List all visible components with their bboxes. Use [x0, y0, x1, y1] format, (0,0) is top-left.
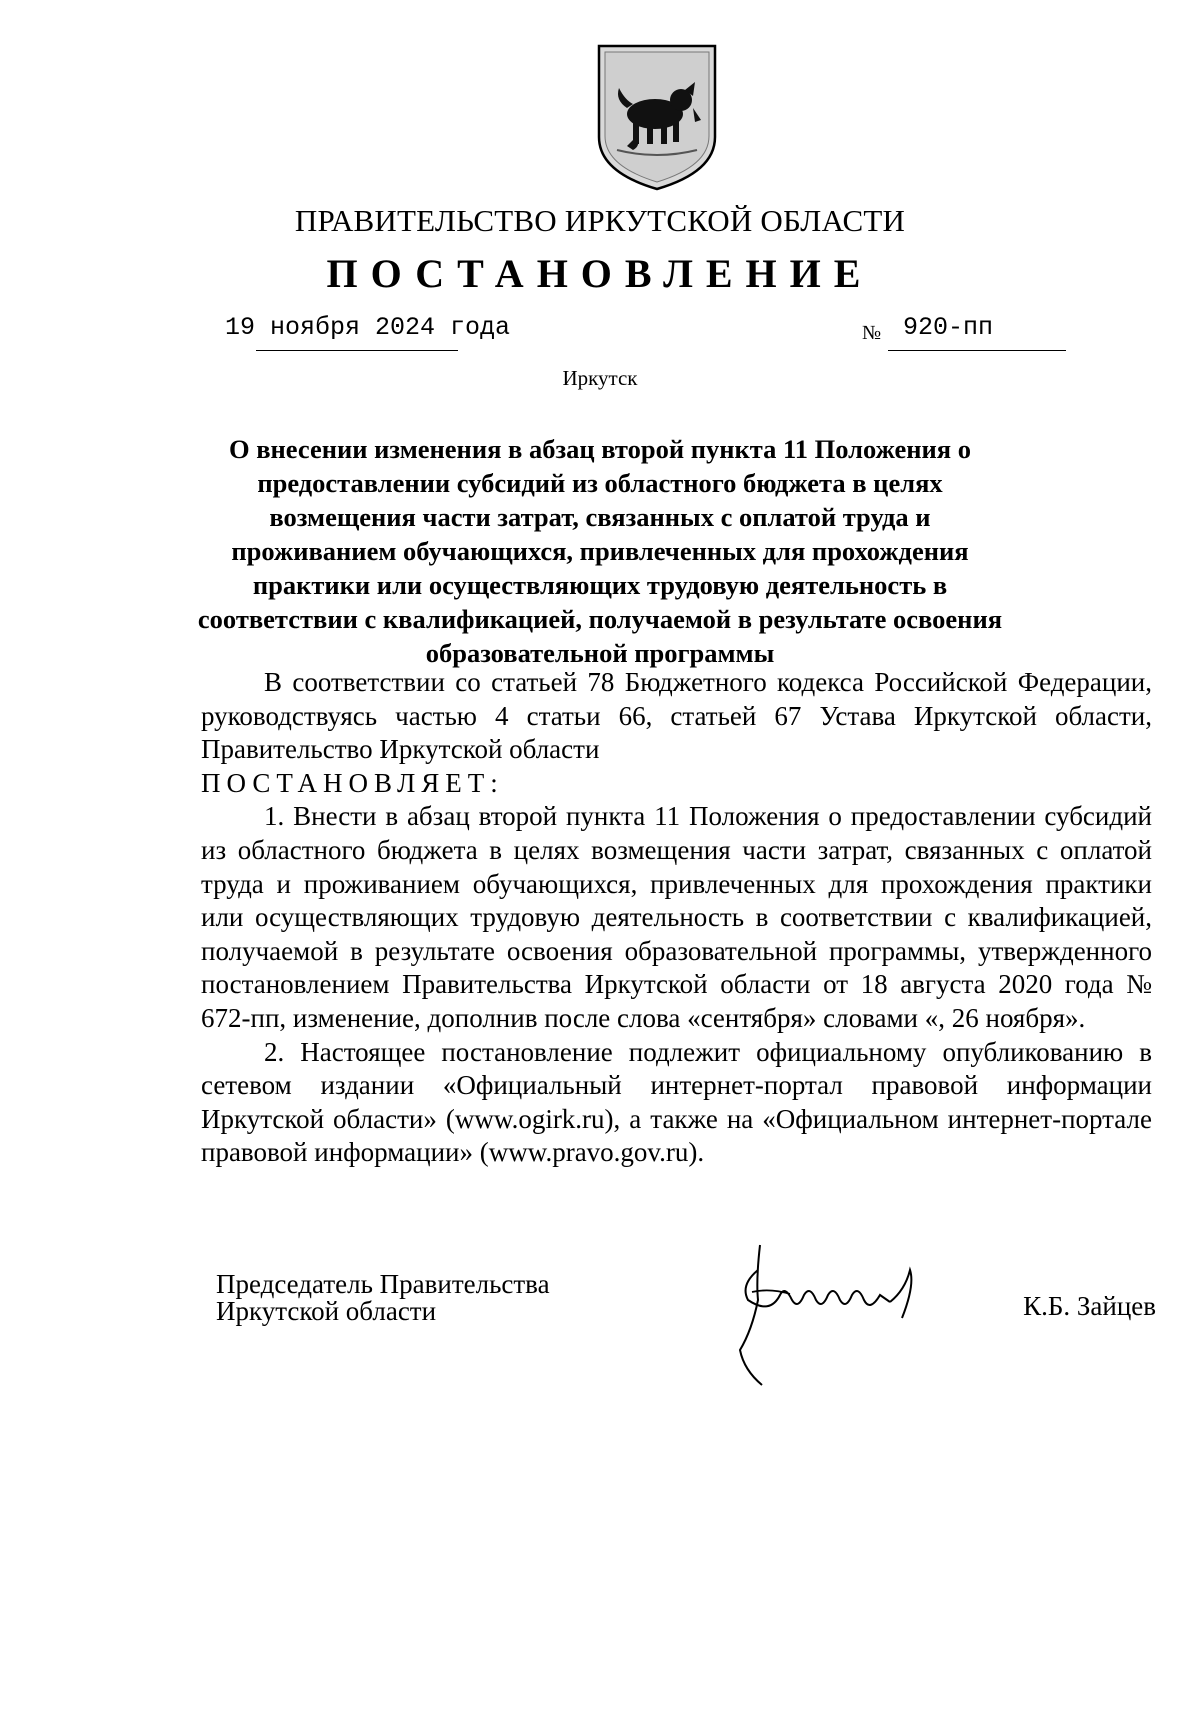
item-1-paragraph: 1. Внести в абзац второй пункта 11 Положения о предоставлении субсидий из областного бюджета в целях возмещения части затрат, связанных с оплатой труда и проживанием обучающихся, привлеченных для прохождения практики или осуществляющих трудовую деятельность в соответствии с квалификацией, получаемой в результате освоения образовательной программы, утвержденного постановлением Правительства Иркутской области от 18 августа 2020 года № 672-пп, изменение, дополнив после слова «сентября» словами «, 26 ноября».: [201, 801, 1152, 1033]
signatory-position-line1: Председатель Правительства: [216, 1269, 550, 1299]
preamble-paragraph: В соответствии со статьей 78 Бюджетного кодекса Российской Федерации, руководствуясь частью 4 статьи 66, статьей 67 Устава Иркутской области, Правительство Иркутской области: [201, 667, 1152, 765]
document-number: 920-пп: [903, 313, 994, 342]
handwritten-signature-icon: [730, 1240, 960, 1390]
document-subject: О внесении изменения в абзац второй пункта 11 Положения о предоставлении субсидий из областного бюджета в целях возмещения части затрат, связанных с оплатой труда и проживанием обучающихся, привлеченных для прохождения практики или осуществляющих трудовую деятельность в соответствии с квалификацией, получаемой в результате освоения образовательной программы: [197, 434, 1003, 668]
coat-of-arms-icon: [597, 42, 717, 192]
document-body: [201, 666, 1152, 1170]
city-name: Иркутск: [562, 366, 638, 390]
signatory-position: [216, 1271, 550, 1325]
document-date: 19 ноября 2024 года: [225, 313, 511, 342]
item-2-paragraph: 2. Настоящее постановление подлежит официальному опубликованию в сетевом издании «Официальный интернет-портал правовой информации Иркутской области» (www.ogirk.ru), а также на «Официальном интернет-портале правовой информации» (www.pravo.gov.ru).: [201, 1036, 1152, 1168]
document-type-heading: ПОСТАНОВЛЕНИЕ: [326, 251, 874, 296]
decree-word: ПОСТАНОВЛЯЕТ:: [201, 767, 504, 798]
number-underline: [888, 350, 1066, 351]
signatory-name: К.Б. Зайцев: [1023, 1291, 1156, 1321]
signatory-position-line2: Иркутской области: [216, 1296, 437, 1326]
organization-title: ПРАВИТЕЛЬСТВО ИРКУТСКОЙ ОБЛАСТИ: [294, 203, 906, 238]
number-sign: №: [862, 322, 882, 344]
date-underline: [256, 350, 458, 351]
